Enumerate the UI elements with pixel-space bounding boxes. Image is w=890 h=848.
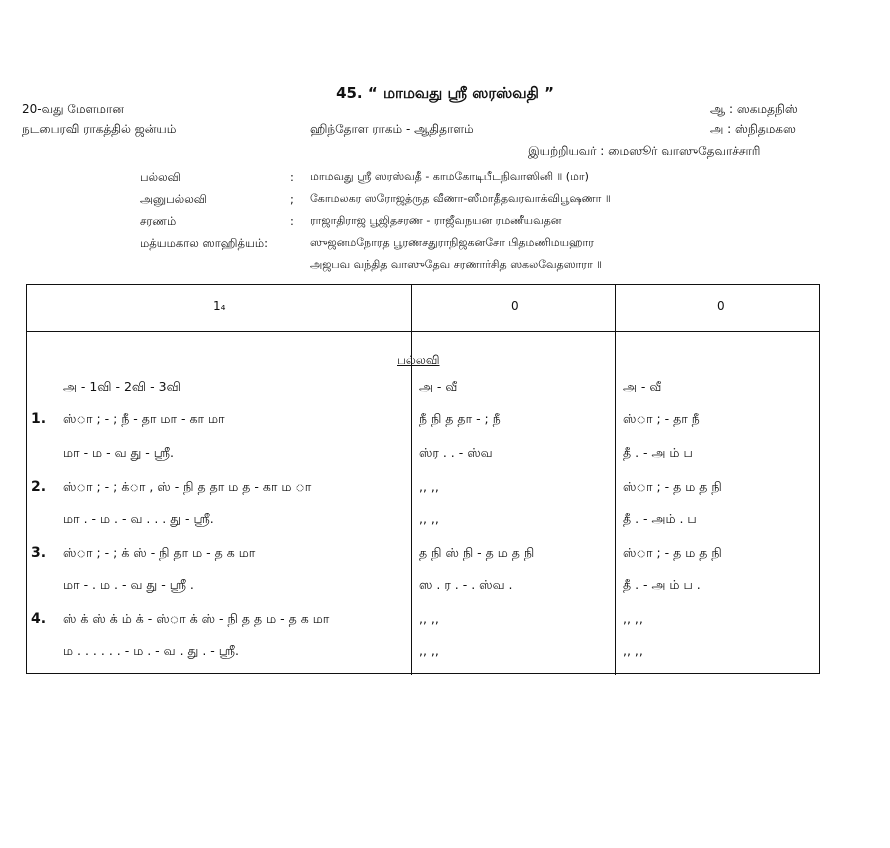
madhyamakala-label: மத்யமகால ஸாஹித்யம்: [140,236,268,250]
charanam-text: ராஜாதிராஜ பூஜிதசரண - ராஜீவநயன ரமணீயவதன [310,214,562,227]
swara-cell: ஸ்ா ; - ; க்ா , ஸ் - நி த தா ம த - கா ம ா [63,479,312,494]
arohanam-text: ஆ : ஸகமதநிஸ் [710,102,798,116]
avarohanam-text: அ : ஸ்நிதமகஸ [710,122,796,136]
anupallavi-text: கோமலகர ஸரோஜத்ருத வீணா-ஸீமாதீதவரவாக்விபூஷணா ॥ [310,192,611,205]
row-number: 1. [31,411,47,427]
composer-text: இயற்றியவர் : மைஸூர் வாஸுதேவாச்சாரி [528,144,761,158]
notation-grid [26,284,820,674]
notation-row [27,611,819,641]
lyric-row [27,511,819,541]
lyric-row [27,577,819,607]
madhyamakala-text-2: அஜபவ வந்தித வாஸுதேவ சரணார்சித ஸகலவேதஸாரா ॥ [310,258,602,271]
beat-row [27,379,819,409]
swara-cell: ஸ் க் ஸ் க் ம் க் - ஸ்ா க் ஸ் - நி த த ம - த க மா [63,611,330,626]
colon: : [290,170,294,184]
song-title: 45. “ மாமவது ஸ்ரீ ஸரஸ்வதி ” [336,84,554,102]
lyric-row [27,445,819,475]
swara-cell: ஸ்ா ; - த ம த நி [623,545,722,560]
swara-cell: ஸ்ா ; - த ம த நி [623,479,722,494]
tala-mark-drutam-2: 0 [717,299,725,313]
swara-cell: ஸ்ா ; - தா நீ [623,411,700,426]
row-number: 2. [31,479,47,495]
lyric-cell: ம . . . . . . - ம . - வ . து . - ஸ்ரீ. [63,643,240,658]
pallavi-text: மாமவது ஸ்ரீ ஸரஸ்வதீ - காமகோடிபீடநிவாஸினி ॥ (மா) [310,170,589,183]
lyric-cell: ஸ்ர . . - ஸ்வ [419,445,493,460]
anupallavi-label: அனுபல்லவி [140,192,207,206]
row-number: 3. [31,545,47,561]
lyric-cell: தீ . - அ ம் ப [623,445,693,460]
lyric-cell: ஸ . ர . - . ஸ்வ . [419,577,513,592]
beat-cell: அ - 1வி - 2வி - 3வி [63,379,181,394]
swara-cell: ,, ,, [419,611,439,626]
swara-cell: ஸ்ா ; - ; க் ஸ் - நி தா ம - த க மா [63,545,256,560]
lyric-cell: ,, ,, [419,643,439,658]
lyric-cell: ,, ,, [419,511,439,526]
swara-cell: த நி ஸ் நி - த ம த நி [419,545,535,560]
swara-cell: நீ நி த தா - ; நீ [419,411,501,426]
swara-cell: ,, ,, [419,479,439,494]
mela-text: 20-வது மேளமான [22,102,124,116]
beat-cell: அ - வீ [623,379,662,394]
lyric-cell: ,, ,, [623,643,643,658]
lyric-cell: தீ . - அம் . ப [623,511,697,526]
colon: : [290,214,294,228]
tala-mark-drutam-1: 0 [511,299,519,313]
lyric-cell: தீ . - அ ம் ப . [623,577,701,592]
janya-text: நடபைரவி ராகத்தில் ஜன்யம் [22,122,177,136]
charanam-label: சரணம் [140,214,177,228]
beat-cell: அ - வீ [419,379,458,394]
section-title: பல்லவி [397,353,440,367]
notation-row [27,411,819,441]
row-number: 4. [31,611,47,627]
swara-cell: ஸ்ா ; - ; நீ - தா மா - கா மா [63,411,225,426]
raga-tala-text: ஹிந்தோள ராகம் - ஆதிதாளம் [310,122,474,136]
colon: ; [290,192,294,206]
lyric-row [27,643,819,673]
lyric-cell: மா - ம - வ து - ஸ்ரீ. [63,445,175,460]
lyric-cell: மா . - ம . - வ . . . து - ஸ்ரீ. [63,511,214,526]
notation-row [27,545,819,575]
notation-row [27,479,819,509]
pallavi-label: பல்லவி [140,170,181,184]
row-divider [27,331,819,332]
lyric-cell: மா - . ம . - வ து - ஸ்ரீ . [63,577,194,592]
swara-cell: ,, ,, [623,611,643,626]
tala-mark-laghu: 1₄ [213,299,226,313]
madhyamakala-text: ஸுஜனமநோரத பூரணசதுராநிஜகனசோ பிதமணிமயஹார [310,236,594,249]
